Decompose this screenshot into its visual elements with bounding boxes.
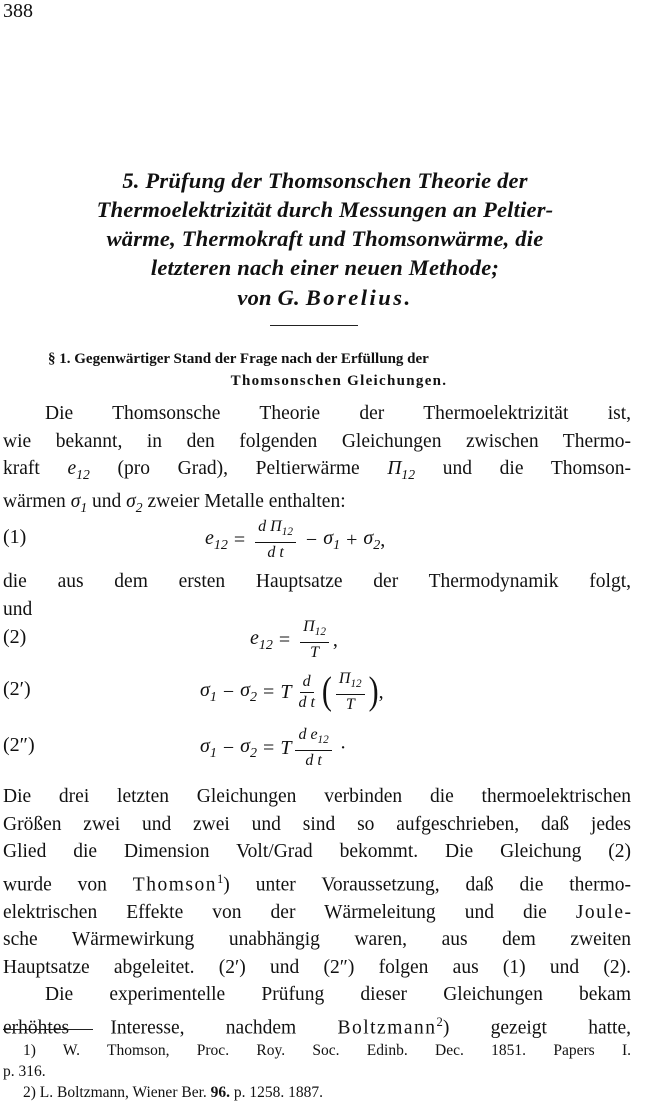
- fraction-dPi-dt: [255, 518, 296, 562]
- body-text: -: [624, 901, 631, 923]
- denominator: d t: [267, 544, 284, 562]
- sub: 2: [250, 689, 258, 705]
- between-line-1: die aus dem ersten Hauptsatze der Thermodynamik folgt,: [3, 571, 631, 592]
- sub: 12: [314, 626, 326, 639]
- equals-sign: =: [263, 680, 275, 703]
- equation-2-formula: [250, 612, 338, 668]
- sym: σ: [323, 526, 334, 549]
- sigma1: [323, 527, 340, 554]
- symbol-sigma2: [126, 491, 143, 516]
- sym: σ: [126, 491, 136, 513]
- numerator: [336, 670, 365, 695]
- sub: 12: [76, 466, 90, 482]
- sym: σ: [240, 734, 251, 757]
- symbol-sigma1: [70, 491, 88, 516]
- body-line-5: [3, 899, 631, 927]
- sym: e: [67, 458, 77, 479]
- section-heading-line-2: Thomsonschen Gleichungen.: [230, 373, 448, 389]
- footnote-volume: 96.: [210, 1084, 231, 1101]
- equation-1: [0, 512, 650, 568]
- intro-text: kraft: [3, 458, 68, 479]
- T-symbol: T: [280, 736, 292, 759]
- sym: σ: [70, 491, 81, 513]
- intro-text: zweier Metalle enthalten:: [142, 491, 346, 513]
- denominator: d t: [305, 752, 322, 770]
- sub: 1: [209, 689, 217, 705]
- body-text: ) unter Voraussetzung, daß die thermo-: [223, 874, 631, 895]
- sub: 12: [350, 678, 362, 691]
- sub: 12: [281, 526, 293, 539]
- equals-sign: =: [233, 528, 246, 551]
- equation-2: [0, 612, 650, 668]
- title-line-4: letzteren nach einer neuen Methode;: [150, 255, 500, 280]
- intro-text: wärmen: [3, 491, 71, 513]
- sub: 1: [333, 537, 341, 553]
- sym: Π: [387, 458, 402, 479]
- fraction-Pi-T: [300, 618, 329, 662]
- intro-paragraph: [3, 400, 631, 522]
- body-text: erhöhtes Interesse, nachdem: [3, 1017, 338, 1038]
- e12: [205, 527, 228, 554]
- sub: 12: [317, 734, 329, 747]
- page-number: 388: [3, 0, 33, 22]
- intro-text: (pro Grad), Peltierwärme: [89, 458, 388, 479]
- symbol-e12: [67, 458, 90, 482]
- footnote-text: p. 1258. 1887.: [230, 1084, 324, 1101]
- comma: ,: [378, 680, 384, 703]
- name-thomson: Thomson: [132, 874, 217, 895]
- equation-2-prime: [0, 664, 650, 720]
- equation-1-formula: [205, 512, 385, 568]
- numerator: [295, 726, 331, 751]
- intro-line-2: wie bekannt, in den folgenden Gleichungen zwischen Thermo-: [3, 430, 631, 452]
- T-symbol: T: [280, 680, 292, 703]
- body-text: ) gezeigt hatte,: [442, 1017, 631, 1038]
- denominator: T: [345, 696, 355, 714]
- sym: Π: [270, 517, 282, 535]
- title-divider: [270, 325, 358, 326]
- body-line-6: sche Wärmewirkung unabhängig waren, aus dem zweiten: [3, 929, 631, 950]
- intro-text: und die Thomson-: [415, 458, 631, 479]
- between-line-2: und: [3, 598, 33, 620]
- sym: σ: [200, 678, 210, 701]
- minus-sign: −: [222, 736, 235, 759]
- left-paren: (: [321, 669, 332, 713]
- minus-sign: −: [305, 528, 318, 551]
- sub: 12: [258, 637, 273, 653]
- equation-2-double-prime-label: (2″): [3, 734, 35, 756]
- article-title: [0, 166, 650, 312]
- denominator: T: [310, 644, 319, 662]
- section-heading-line-1: § 1. Gegenwärtiger Stand der Frage nach der Erfüllung der: [48, 351, 429, 367]
- equation-2-double-prime-formula: [200, 720, 346, 776]
- fraction-d-dt: [295, 673, 317, 712]
- sym: Π: [303, 617, 315, 635]
- body-line-3: Glied die Dimension Volt/Grad bekommt. Die Gleichung (2): [3, 841, 631, 862]
- numerator: [255, 518, 296, 543]
- author-prefix: von G.: [237, 285, 306, 310]
- footnote-2: [3, 1082, 631, 1103]
- section-heading: [0, 348, 650, 392]
- intro-line-1: Die Thomsonsche Theorie der Thermoelektrizität ist,: [45, 403, 631, 424]
- sub: 2: [135, 500, 143, 516]
- sub: 12: [401, 466, 416, 482]
- footnote-ref-2: 2: [436, 1014, 443, 1029]
- sub: 1: [80, 500, 88, 516]
- sigma2: [240, 735, 257, 762]
- sigma1: [200, 735, 217, 762]
- equation-2-prime-label: (2′): [3, 678, 31, 700]
- author-name: Borelius.: [305, 285, 413, 310]
- equals-sign: =: [278, 628, 291, 651]
- sub: 1: [209, 745, 217, 761]
- title-line-3: wärme, Thermokraft und Thomsonwärme, die: [106, 226, 544, 251]
- title-line-1: 5. Prüfung der Thomsonschen Theorie der: [122, 168, 528, 193]
- intro-line-3: [3, 455, 631, 488]
- sub: 2: [373, 537, 381, 553]
- sigma2: [240, 679, 257, 706]
- equation-2-prime-formula: [200, 664, 384, 720]
- sym: σ: [363, 526, 374, 549]
- minus-sign: −: [222, 680, 235, 703]
- body-line-7: Hauptsatze abgeleitet. (2′) und (2″) folgen aus (1) und (2).: [3, 956, 631, 978]
- body-text: wurde von: [3, 874, 133, 895]
- footnote-1-line-2: p. 316.: [3, 1063, 46, 1080]
- equation-2-label: (2): [3, 626, 27, 648]
- sub: 2: [250, 745, 258, 761]
- right-paren: ): [368, 669, 379, 713]
- body-line-8: Die experimentelle Prüfung dieser Gleichungen bekam: [45, 984, 631, 1005]
- footnote-text: 2) L. Boltzmann, Wiener Ber.: [23, 1084, 211, 1101]
- equation-2-double-prime: [0, 720, 650, 776]
- e12: [250, 627, 273, 654]
- body-paragraph: [3, 783, 631, 1042]
- sub: 12: [213, 537, 228, 553]
- body-line-9: [3, 1009, 631, 1042]
- sym: σ: [240, 678, 251, 701]
- name-boltzmann: Boltzmann: [337, 1017, 437, 1038]
- denominator: d t: [298, 693, 315, 711]
- equation-1-label: (1): [3, 526, 27, 548]
- sym: σ: [200, 734, 210, 757]
- symbol-pi12: [387, 458, 416, 482]
- sym: d: [258, 517, 267, 535]
- sigma1: [200, 679, 217, 706]
- comma: ,: [332, 628, 338, 651]
- intro-text: und: [87, 491, 127, 513]
- sym: d: [298, 725, 307, 743]
- footnote-ref-1: 1: [216, 871, 224, 886]
- name-joule: Joule: [575, 901, 625, 923]
- body-line-4: [3, 866, 631, 899]
- plus-sign: +: [346, 528, 358, 551]
- fraction-Pi-T: [336, 670, 365, 714]
- sym: Π: [338, 669, 351, 687]
- sym: e: [205, 526, 214, 549]
- footnote-1-line-1: 1) W. Thomson, Proc. Roy. Soc. Edinb. Dec. 1851. Papers I.: [23, 1042, 631, 1059]
- numerator: d: [300, 673, 314, 693]
- numerator: [300, 618, 329, 643]
- body-line-2: Größen zwei und zwei und sind so aufgeschrieben, daß jedes: [3, 813, 631, 835]
- comma: ,: [380, 528, 386, 551]
- dot: ·: [339, 736, 347, 759]
- footnotes: [3, 1040, 631, 1103]
- equals-sign: =: [263, 736, 275, 759]
- body-text: elektrischen Effekte von der Wärmeleitung und die: [3, 901, 576, 923]
- sym: e: [250, 626, 259, 649]
- title-line-2: Thermoelektrizität durch Messungen an Peltier-: [96, 197, 554, 222]
- fraction-de-dt: [295, 726, 331, 770]
- sigma2: [363, 527, 380, 554]
- sym: e: [310, 725, 318, 743]
- author-line: [0, 283, 650, 312]
- footnote-divider: [3, 1029, 93, 1030]
- body-line-1: Die drei letzten Gleichungen verbinden die thermoelektrischen: [3, 786, 631, 807]
